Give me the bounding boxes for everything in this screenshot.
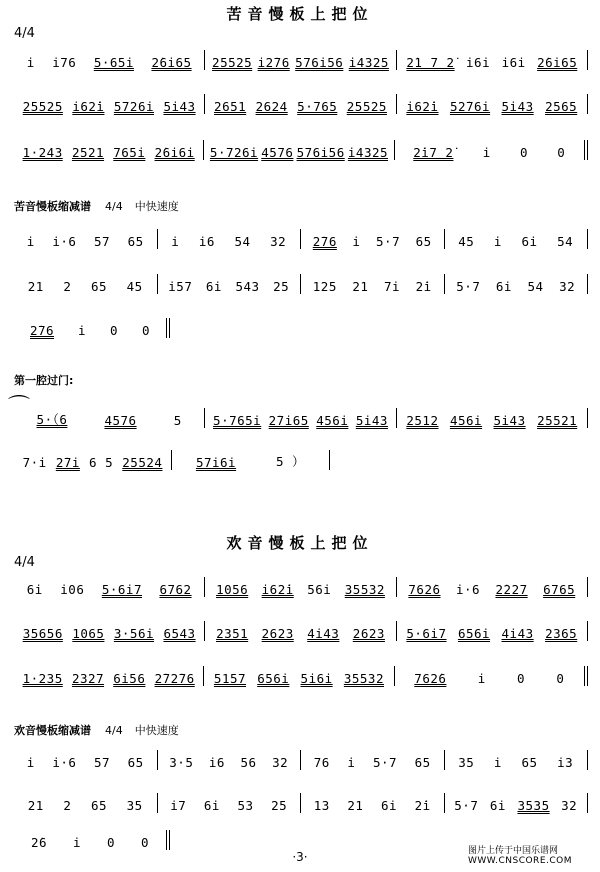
time-signature: 4/4 [14, 26, 35, 41]
measure [395, 140, 588, 160]
note-group: i [26, 755, 35, 770]
measure [14, 750, 158, 770]
note-group: i2̇76 [257, 55, 290, 70]
measure [397, 577, 588, 597]
note-group: 5·7 [376, 234, 401, 249]
measure [445, 793, 589, 813]
note-group: 2623 [261, 626, 294, 641]
note-group: 54 [234, 234, 251, 249]
measure [445, 750, 589, 770]
note-group: 5i43 [501, 99, 534, 114]
note-group: 2̇6i65 [151, 55, 192, 70]
note-group: 0 [140, 835, 149, 850]
note-group: 456i [316, 413, 349, 428]
notation-line [14, 621, 588, 641]
note-group: 6i [205, 279, 222, 294]
note-group: 52̇76i [449, 99, 491, 114]
note-group: 25525 [346, 99, 387, 114]
note-group: 32 [559, 279, 576, 294]
note-group: 5i43 [163, 99, 196, 114]
site-watermark-url: WWW.CNSCORE.COM [467, 856, 572, 866]
note-group: 65 [521, 755, 538, 770]
note-group: 2̇i7 2̇ [413, 145, 454, 160]
time-signature: 4/4 [105, 200, 123, 213]
section-title: 欢音慢板上把位 [226, 534, 374, 552]
note-group: 6i56 [113, 671, 146, 686]
note-group: 54 [557, 234, 574, 249]
page-number: ·3· [292, 850, 308, 864]
note-group: 2327 [71, 671, 105, 686]
tempo-marking: 中快速度 [134, 200, 179, 213]
note-group: 7·i [22, 455, 47, 470]
section-heading [14, 722, 191, 738]
note-group: i [482, 145, 491, 160]
note-group: 21 [347, 798, 364, 813]
note-group: 2624 [255, 99, 288, 114]
note-group: 576i56 [296, 145, 345, 160]
note-group: 6i [521, 234, 538, 249]
tempo-marking: 中快速度 [134, 724, 179, 737]
measure [14, 50, 205, 70]
note-group: 5·765 [297, 99, 338, 114]
note-group: 762̇6 [414, 671, 447, 686]
note-group: i [493, 755, 502, 770]
note-group: 125 [312, 279, 337, 294]
note-group: 6543 [163, 626, 196, 641]
note-group: 0 [519, 145, 529, 160]
note-group: 35 [126, 798, 143, 813]
measure [445, 229, 589, 249]
measure [205, 50, 396, 70]
note-group: 5·7 [373, 755, 398, 770]
note-group: 656i [457, 626, 491, 641]
notation-line [14, 50, 588, 70]
note-group: i4325 [347, 145, 389, 160]
note-group: 5157 [213, 671, 247, 686]
measure [397, 621, 588, 641]
note-group: 65 [127, 234, 144, 249]
note-group: i [347, 755, 356, 770]
notation-line [14, 830, 170, 850]
measure [205, 408, 396, 428]
note-group: 4576 [261, 145, 294, 160]
note-group: 4i43 [307, 626, 340, 641]
note-group: i·6 [52, 755, 77, 770]
slur-mark: ⌒ [8, 395, 31, 420]
measure [205, 94, 396, 114]
note-group: i7 [170, 798, 187, 813]
note-group: 0 [141, 323, 150, 338]
note-group: 2623 [352, 626, 385, 641]
note-group: 32 [272, 755, 289, 770]
note-group: i [26, 234, 35, 249]
note-group: 765i [113, 145, 146, 160]
note-group: 2̇76 [312, 234, 337, 249]
measure [397, 94, 588, 114]
note-group: i3 [557, 755, 574, 770]
note-group: 2̇i [414, 798, 431, 813]
notation-line [14, 450, 330, 470]
note-group: 65 [414, 755, 431, 770]
note-group: 25521 [537, 413, 578, 428]
note-group: 57 [94, 234, 111, 249]
note-group: 54 [527, 279, 544, 294]
note-group: 2̇6i65 [537, 55, 578, 70]
note-group: 6i [381, 798, 398, 813]
note-group: 6i [489, 798, 506, 813]
note-group: 4i43 [501, 626, 534, 641]
note-group: 25 [271, 798, 288, 813]
note-group: i [72, 835, 82, 850]
note-group: 35 [458, 755, 475, 770]
note-group: i57 [168, 279, 193, 294]
note-group: 6 5 [89, 455, 114, 470]
note-group: 576i56 [295, 55, 344, 70]
measure [14, 140, 204, 160]
note-group: 2̇i [415, 279, 432, 294]
measure [14, 621, 205, 641]
note-group: 35532 [343, 671, 384, 686]
measure [397, 50, 588, 70]
site-watermark-text: 图片上传于中国乐谱网 [467, 846, 558, 856]
notation-line [14, 318, 170, 338]
note-group: i [477, 671, 486, 686]
note-group: 2̇72̇76 [154, 671, 195, 686]
note-group: i4325 [348, 55, 389, 70]
note-group: 5·（6 [36, 412, 68, 427]
note-group: 456i [449, 413, 483, 428]
measure [14, 274, 158, 294]
measure [172, 450, 330, 470]
note-group: 45 [126, 279, 143, 294]
note-group: 762̇6 [408, 582, 441, 597]
note-group: 6i [26, 582, 43, 597]
section-heading-text: 苦音慢板缩减谱 [14, 200, 91, 213]
note-group: 656i [257, 671, 290, 686]
note-group: 2651 [214, 99, 247, 114]
note-group: i6i [466, 55, 491, 70]
section-heading-text: 欢音慢板缩减谱 [14, 724, 91, 737]
note-group: 35532 [344, 582, 385, 597]
note-group: 5 ） [275, 454, 306, 469]
note-group: 6762 [159, 582, 192, 597]
note-group: 65 [415, 234, 432, 249]
measure [205, 577, 396, 597]
note-group: i62̇i [261, 582, 294, 597]
note-group: 5i43 [355, 413, 388, 428]
note-group: 65 [127, 755, 144, 770]
note-group: 3535 [517, 798, 550, 813]
measure [158, 793, 302, 813]
measure [14, 830, 170, 850]
note-group: 56i [307, 582, 332, 597]
note-group: 25524 [122, 455, 163, 470]
measure [204, 140, 394, 160]
note-group: 21 [352, 279, 369, 294]
measure [445, 274, 589, 294]
note-group: 5i43 [493, 413, 526, 428]
note-group: 2 [63, 798, 72, 813]
note-group: 57i6i [195, 455, 237, 470]
measure [14, 793, 158, 813]
note-group: 0 [556, 671, 565, 686]
measure [301, 274, 445, 294]
measure [14, 229, 158, 249]
note-group: 0 [557, 145, 566, 160]
measure [205, 621, 396, 641]
note-group: 32 [270, 234, 287, 249]
note-group: 5726i [113, 99, 155, 114]
note-group: 25525 [22, 99, 63, 114]
note-group: 65 [91, 798, 108, 813]
measure [301, 229, 445, 249]
section-title: 苦音慢板上把位 [226, 5, 374, 23]
note-group: 2̇6 [30, 835, 48, 850]
note-group: 2̇227 [495, 582, 528, 597]
note-group: 76 [313, 755, 330, 770]
measure [301, 793, 445, 813]
note-group: 35656 [22, 626, 63, 641]
note-group: 1065 [72, 626, 105, 641]
site-watermark [468, 846, 572, 866]
note-group: 2521 [71, 145, 105, 160]
note-group: 65 [91, 279, 108, 294]
note-group: 0 [517, 671, 526, 686]
note-group: 1056 [216, 582, 249, 597]
note-group: 6i [203, 798, 220, 813]
measure [14, 577, 205, 597]
note-group: 5·65i [93, 55, 134, 70]
note-group: 7i [384, 279, 401, 294]
note-group: 5·6i7 [101, 582, 142, 597]
note-group: i [352, 234, 361, 249]
note-group: 21 [27, 279, 44, 294]
notation-line [14, 750, 588, 770]
note-group: 2̇76 [29, 323, 55, 338]
note-group: i6 [198, 234, 215, 249]
measure [14, 408, 205, 428]
note-group: 2365 [545, 626, 578, 641]
note-group: 25 [273, 279, 290, 294]
notation-line [14, 666, 588, 686]
note-group: i6 [208, 755, 225, 770]
note-group: 2565 [545, 99, 578, 114]
note-group: 3·56i [113, 626, 155, 641]
note-group: 2 [63, 279, 72, 294]
note-group: i [78, 323, 87, 338]
note-group: 5·7 [454, 798, 479, 813]
note-group: i [493, 234, 502, 249]
note-group: 4576 [104, 413, 137, 428]
note-group: i06 [60, 582, 85, 597]
note-group: 0 [109, 323, 119, 338]
note-group: 5·6i7 [406, 626, 447, 641]
note-group: 5i6i [300, 671, 333, 686]
note-group: 0 [106, 835, 115, 850]
measure [14, 94, 205, 114]
note-group: i·6 [455, 582, 481, 597]
time-signature: 4/4 [105, 724, 123, 737]
note-group: i [171, 234, 180, 249]
note-group: 2̇7i [55, 455, 80, 470]
note-group: 2351 [216, 626, 249, 641]
measure [158, 274, 302, 294]
notation-line [14, 140, 588, 160]
note-group: i·6 [52, 234, 77, 249]
measure [158, 229, 302, 249]
note-group: 57 [94, 755, 111, 770]
measure [158, 750, 302, 770]
measure [397, 408, 588, 428]
note-group: 5·765i [213, 413, 262, 428]
notation-line [14, 577, 588, 597]
note-group: 21 [27, 798, 44, 813]
note-group: i62̇i [406, 99, 439, 114]
note-group: 6765 [543, 582, 576, 597]
notation-line [14, 793, 588, 813]
note-group: 25525 [212, 55, 253, 70]
note-group: 5·726i [209, 145, 259, 160]
measure [14, 666, 204, 686]
note-group: 53 [237, 798, 254, 813]
notation-line [8, 395, 588, 428]
note-group: 543 [235, 279, 260, 294]
note-group: 6i [495, 279, 512, 294]
notation-line [14, 274, 588, 294]
section-heading-text: 第一腔过门: [14, 374, 74, 387]
section-heading [14, 372, 73, 388]
note-group: 1·235 [22, 671, 63, 686]
measure [14, 318, 170, 338]
note-group: 1·243 [22, 145, 63, 160]
note-group: 3·5 [169, 755, 194, 770]
note-group: 56 [240, 755, 257, 770]
note-group: i62̇i [72, 99, 105, 114]
note-group: i [26, 55, 35, 70]
note-group: 2512 [406, 413, 439, 428]
measure [301, 750, 445, 770]
time-signature: 4/4 [14, 555, 35, 570]
note-group: 5·7 [456, 279, 481, 294]
note-group: 2̇1 7 2̇ [406, 55, 455, 70]
note-group: 13 [313, 798, 330, 813]
note-group: i76 [52, 55, 77, 70]
section-heading [14, 198, 191, 214]
note-group: 45 [458, 234, 475, 249]
note-group: 2̇6i6i [154, 145, 195, 160]
note-group: 32 [561, 798, 578, 813]
note-group: 2̇7i65 [268, 413, 309, 428]
measure [204, 666, 394, 686]
measure [395, 666, 588, 686]
notation-line [14, 94, 588, 114]
note-group: 5 [173, 413, 182, 428]
notation-line [14, 229, 588, 249]
measure [14, 450, 172, 470]
note-group: i6i [501, 55, 526, 70]
